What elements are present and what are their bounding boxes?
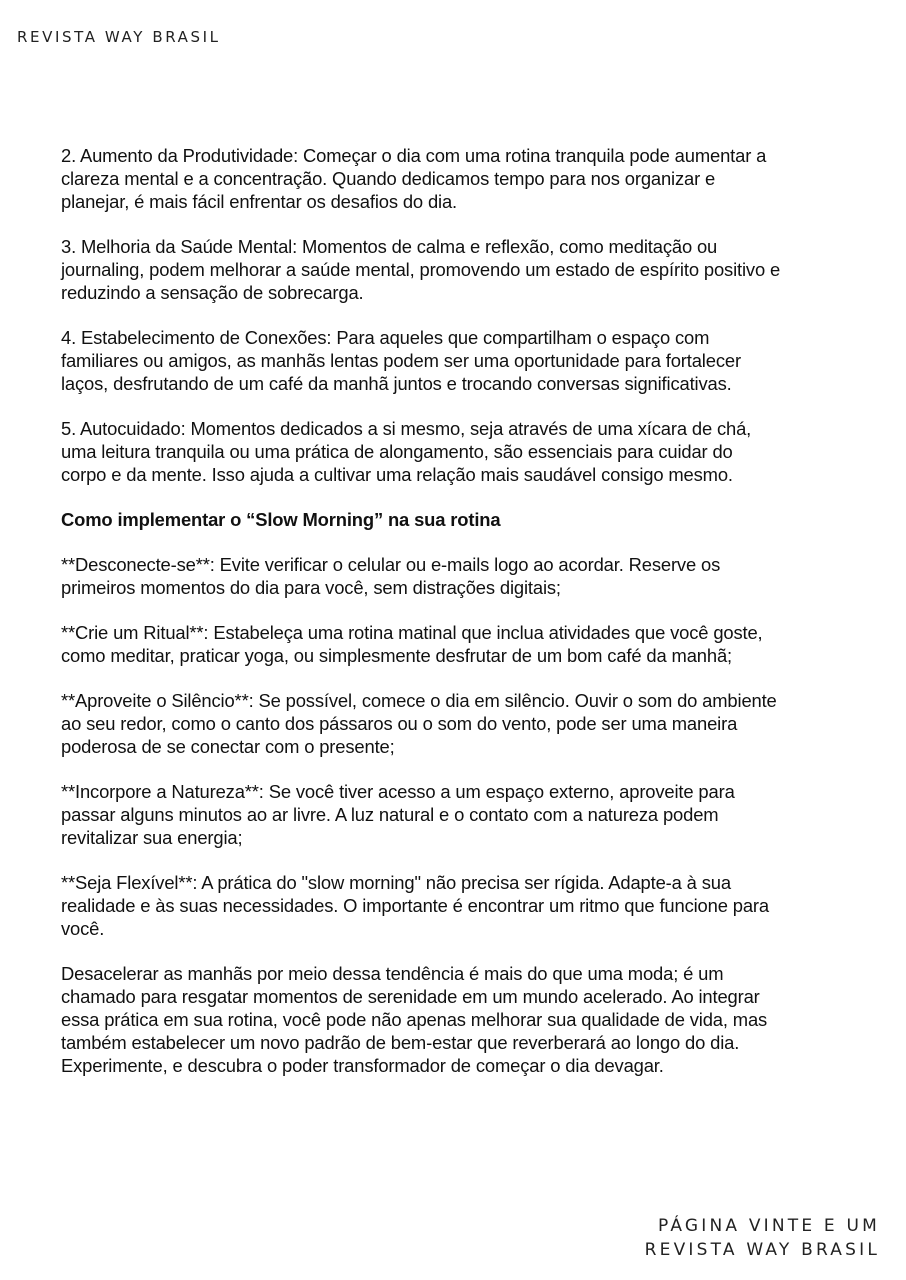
magazine-header-title: REVISTA WAY BRASIL	[17, 28, 221, 46]
benefit-paragraph-connections: 4. Estabelecimento de Conexões: Para aqueles que compartilham o espaço com familiares ou amigos, as manhãs lentas podem ser uma oportunidade para fortalecer laços, desfrutando de um café da manhã juntos e trocando conversas significativas.	[61, 327, 741, 394]
tip-flexible: **Seja Flexível**: A prática do "slow morning" não precisa ser rígida. Adapte-a à sua realidade e às suas necessidades. O importante é encontrar um ritmo que funcione para você.	[61, 872, 769, 939]
page-footer	[645, 1214, 880, 1262]
conclusion-paragraph: Desacelerar as manhãs por meio dessa tendência é mais do que uma moda; é um chamado para resgatar momentos de serenidade em um mundo acelerado. Ao integrar essa prática em sua rotina, você pode não apenas melhorar sua qualidade de vida, mas também estabelecer um novo padrão de bem-estar que reverberará ao longo do dia. Experimente, e descubra o poder transformador de começar o dia devagar.	[61, 963, 768, 1076]
benefit-paragraph-mental-health: 3. Melhoria da Saúde Mental: Momentos de calma e reflexão, como meditação ou journaling, podem melhorar a saúde mental, promovendo um estado de espírito positivo e reduzindo a sensação de sobrecarga.	[61, 236, 781, 303]
benefit-paragraph-self-care: 5. Autocuidado: Momentos dedicados a si mesmo, seja através de uma xícara de chá, uma leitura tranquila ou uma prática de alongamento, são essenciais para cuidar do corpo e da mente. Isso ajuda a cultivar uma relação mais saudável consigo mesmo.	[61, 418, 752, 485]
page-number-label: PÁGINA VINTE E UM	[658, 1216, 880, 1236]
tip-silence: **Aproveite o Silêncio**: Se possível, comece o dia em silêncio. Ouvir o som do ambiente ao seu redor, como o canto dos pássaros ou o som do vento, pode ser uma maneira poderosa de se conectar com o presente;	[61, 690, 777, 757]
section-heading: Como implementar o “Slow Morning” na sua rotina	[61, 509, 501, 530]
tip-nature: **Incorpore a Natureza**: Se você tiver acesso a um espaço externo, aproveite para passar alguns minutos ao ar livre. A luz natural e o contato com a natureza podem revitalizar sua energia;	[61, 781, 735, 848]
tip-disconnect: **Desconecte-se**: Evite verificar o celular ou e-mails logo ao acordar. Reserve os primeiros momentos do dia para você, sem distrações digitais;	[61, 554, 721, 598]
tip-ritual: **Crie um Ritual**: Estabeleça uma rotina matinal que inclua atividades que você goste, como meditar, praticar yoga, ou simplesmente desfrutar de um bom café da manhã;	[61, 622, 763, 666]
benefit-paragraph-productivity: 2. Aumento da Produtividade: Começar o dia com uma rotina tranquila pode aumentar a clareza mental e a concentração. Quando dedicamos tempo para nos organizar e planejar, é mais fácil enfrentar os desafios do dia.	[61, 145, 767, 212]
footer-magazine-name: REVISTA WAY BRASIL	[644, 1240, 880, 1260]
article-body	[61, 144, 781, 1099]
